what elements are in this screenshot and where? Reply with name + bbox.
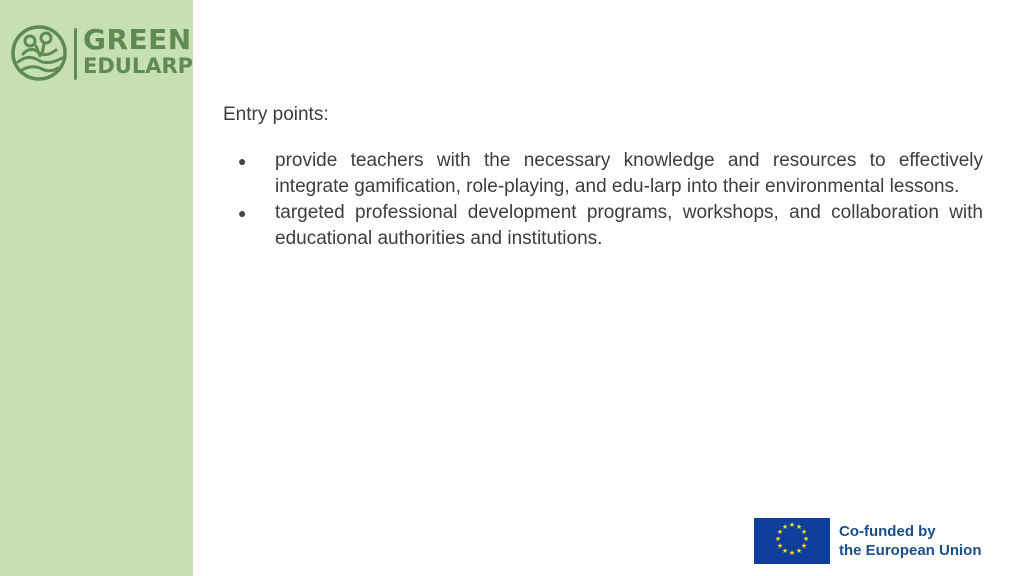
svg-text:★: ★ — [795, 523, 803, 531]
svg-text:★: ★ — [776, 528, 784, 536]
svg-text:★: ★ — [795, 547, 803, 555]
co-funded-text — [839, 522, 982, 560]
svg-text:★: ★ — [776, 542, 784, 550]
svg-text:★: ★ — [774, 535, 782, 543]
svg-text:★: ★ — [788, 549, 796, 557]
bullet-text: targeted professional development programs, workshops, and collaboration with educational authorities and institutions. — [275, 202, 983, 249]
svg-text:★: ★ — [800, 542, 808, 550]
logo-divider — [74, 28, 77, 80]
eu-flag-icon — [754, 518, 830, 564]
logo-wordmark — [83, 23, 194, 78]
svg-text:★: ★ — [781, 547, 789, 555]
svg-text:★: ★ — [781, 523, 789, 531]
green-edularp-logo — [10, 23, 194, 84]
co-funded-line1: Co-funded by — [839, 523, 936, 540]
bullet-dot-icon: ● — [238, 205, 247, 221]
globe-people-icon — [10, 24, 68, 82]
bullet-item — [223, 148, 983, 200]
svg-text:★: ★ — [800, 528, 808, 536]
co-funded-line2: the European Union — [839, 542, 982, 559]
logo-line-edularp: EDULARP — [83, 54, 194, 78]
bullet-list — [223, 148, 983, 252]
svg-text:★: ★ — [788, 521, 796, 529]
bullet-dot-icon: ● — [238, 153, 247, 169]
logo-line-green: GREEN — [83, 23, 192, 56]
svg-text:★: ★ — [802, 535, 810, 543]
entry-points-heading: Entry points: — [223, 104, 329, 125]
bullet-item — [223, 200, 983, 252]
slide-content — [223, 104, 983, 252]
sidebar — [0, 0, 193, 576]
eu-funding-badge — [754, 518, 1014, 566]
bullet-text: provide teachers with the necessary knowledge and resources to effectively integrate gamification, role-playing, and edu-larp into their environmental lessons. — [275, 150, 983, 197]
